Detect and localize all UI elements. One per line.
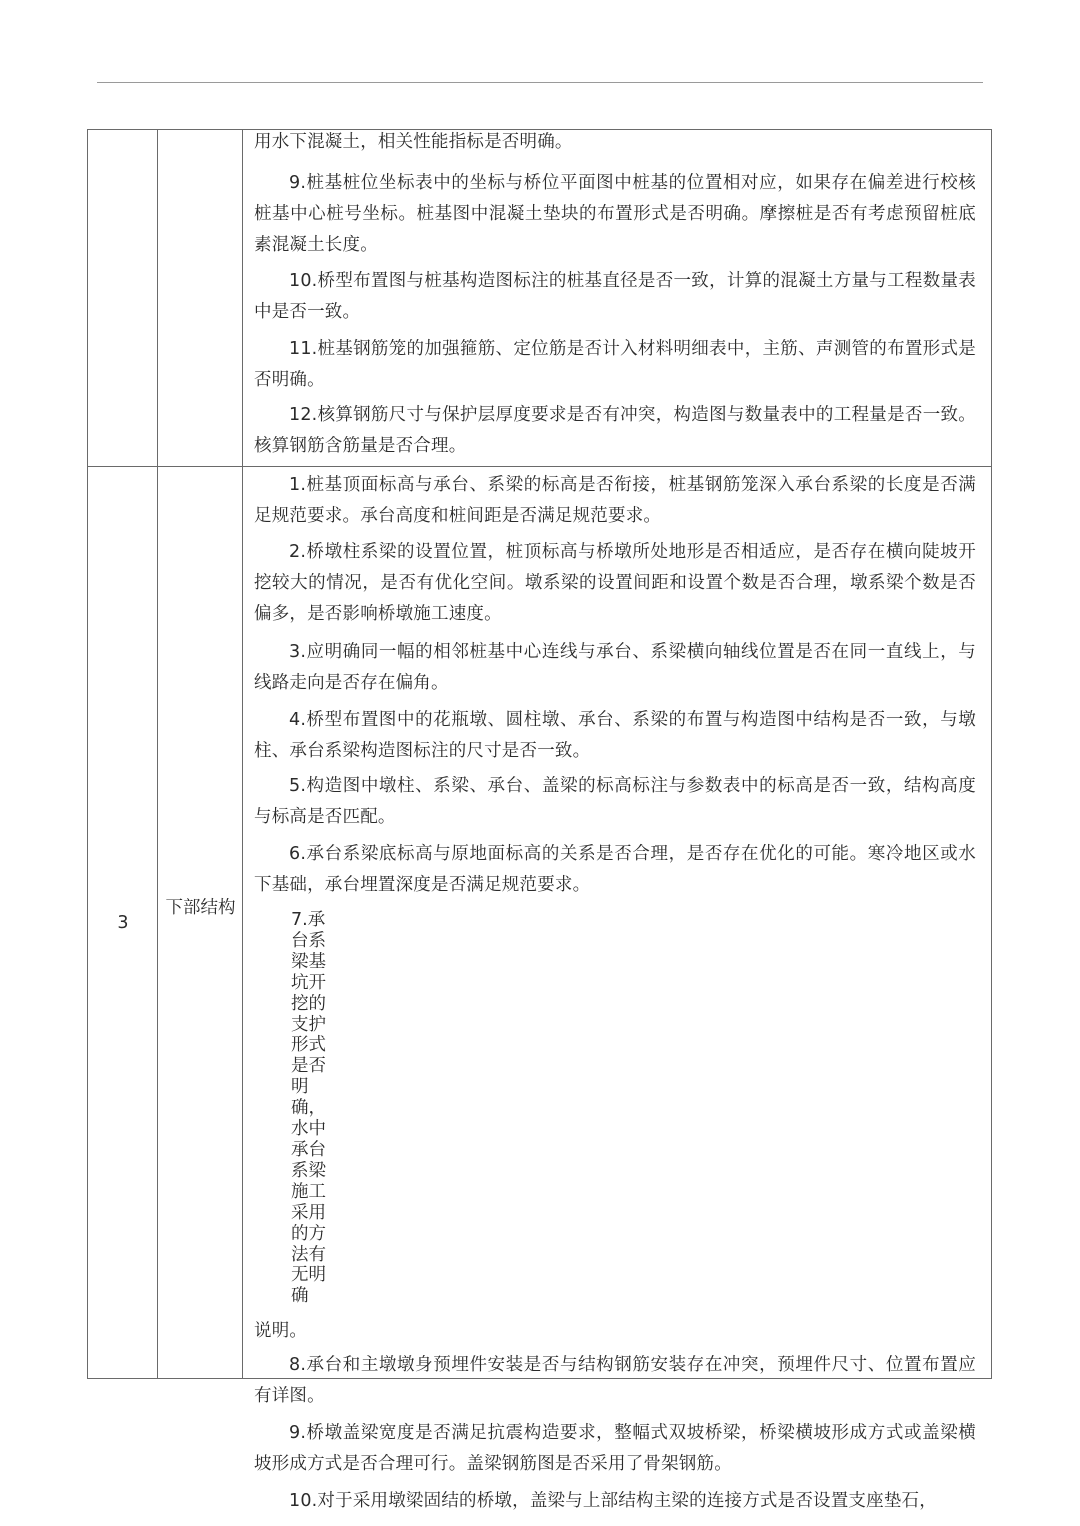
row-prev-item-12: 12.核算钢筋尺寸与保护层厚度要求是否有冲突，构造图与数量表中的工程量是否一致。核算钢筋含筋量是否合理。	[254, 405, 976, 456]
row-prev-item-9: 9.桩基桩位坐标表中的坐标与桥位平面图中桩基的位置相对应，如果存在偏差进行校核桩基中心桩号坐标。桩基图中混凝土垫块的布置形式是否明确。摩擦桩是否有考虑预留桩底素混凝土长度。	[254, 173, 976, 255]
table-column-divider-2	[242, 129, 243, 1378]
row3-item-6: 6.承台系梁底标高与原地面标高的关系是否合理，是否存在优化的可能。寒冷地区或水下基础，承台埋置深度是否满足规范要求。	[254, 844, 976, 895]
row3-item-3: 3.应明确同一幅的相邻桩基中心连线与承台、系梁横向轴线位置是否在同一直线上，与线路走向是否存在偏角。	[254, 642, 976, 693]
row3-item-8: 8.承台和主墩墩身预埋件安装是否与结构钢筋安装存在冲突，预埋件尺寸、位置布置应有详图。	[254, 1355, 976, 1406]
table-border-right	[991, 129, 992, 1378]
table-column-divider-1	[157, 129, 158, 1378]
row3-item-4: 4.桥型布置图中的花瓶墩、圆柱墩、承台、系梁的布置与构造图中结构是否一致，与墩柱、承台系梁构造图标注的尺寸是否一致。	[254, 710, 976, 761]
row3-item-7-narrow: 7.承台系梁基坑开挖的支护形式是否明确，水中承台系梁施工采用的方法有无明确	[291, 910, 326, 1307]
row3-item-1: 1.桩基顶面标高与承台、系梁的标高是否衔接，桩基钢筋笼深入承台系梁的长度是否满足规范要求。承台高度和桩间距是否满足规范要求。	[254, 475, 976, 526]
row3-item-10: 10.对于采用墩梁固结的桥墩，盖梁与上部结构主梁的连接方式是否设置支座垫石，	[289, 1491, 937, 1511]
row-prev-paragraph-cont: 用水下混凝土，相关性能指标是否明确。	[254, 132, 573, 152]
row3-item-5: 5.构造图中墩柱、系梁、承台、盖梁的标高标注与参数表中的标高是否一致，结构高度与标高是否匹配。	[254, 776, 976, 827]
row-prev-item-10: 10.桥型布置图与桩基构造图标注的桩基直径是否一致，计算的混凝土方量与工程数量表中是否一致。	[254, 271, 976, 322]
row-number: 3	[117, 913, 129, 933]
header-rule	[97, 82, 983, 83]
row-prev-item-11: 11.桩基钢筋笼的加强箍筋、定位筋是否计入材料明细表中，主筋、声测管的布置形式是否明确。	[254, 339, 976, 390]
table-border-left	[87, 129, 88, 1378]
table-row-divider	[87, 466, 992, 467]
row-title: 下部结构	[165, 898, 236, 918]
row3-item-7-tail: 说明。	[254, 1321, 308, 1341]
row3-item-9: 9.桥墩盖梁宽度是否满足抗震构造要求，整幅式双坡桥梁，桥梁横坡形成方式或盖梁横坡形成方式是否合理可行。盖梁钢筋图是否采用了骨架钢筋。	[254, 1423, 976, 1474]
row3-item-2: 2.桥墩柱系梁的设置位置，桩顶标高与桥墩所处地形是否相适应，是否存在横向陡坡开挖较大的情况，是否有优化空间。墩系梁的设置间距和设置个数是否合理，墩系梁个数是否偏多，是否影响桥墩施工速度。	[254, 542, 976, 624]
